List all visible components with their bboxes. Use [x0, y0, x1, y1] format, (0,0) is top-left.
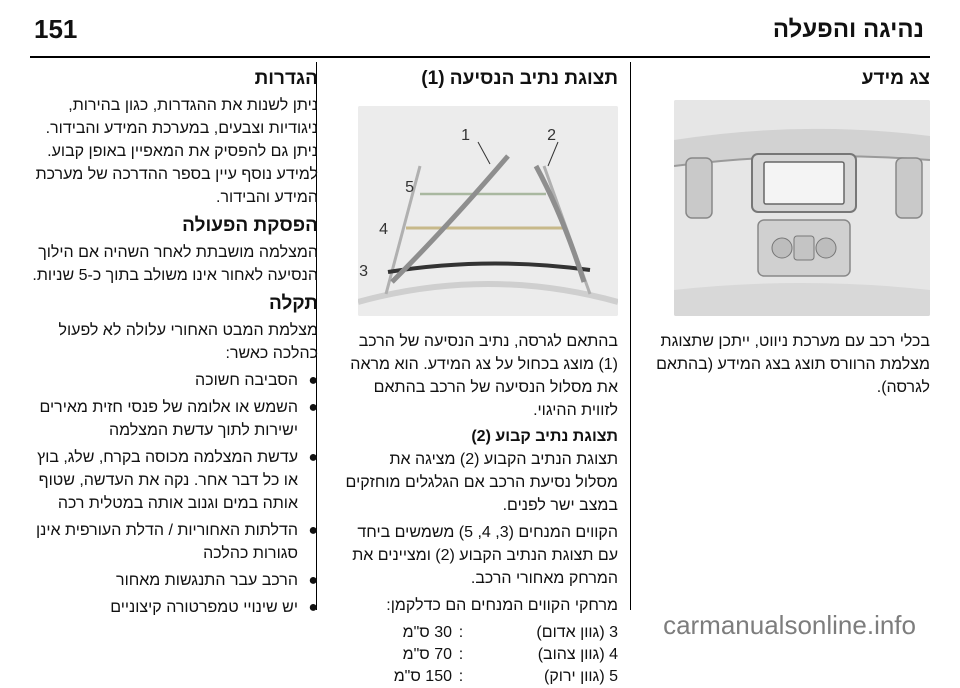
watermark: carmanualsonline.info: [663, 610, 916, 640]
bullet-icon: ●: [308, 572, 318, 589]
distance-label: 4 (גוון צהוב): [537, 646, 618, 663]
list-item: ● יש שינויי טמפרטורה קיצוניים: [26, 596, 318, 619]
fixed-path-heading: תצוגת נתיב קבוע (2): [471, 428, 618, 445]
guideline-distance-list: [344, 621, 618, 687]
bullet-icon: ●: [308, 372, 318, 389]
column-info-display: [654, 62, 930, 403]
distance-row: [344, 643, 618, 665]
deactivation-heading: הפסקת הפעולה: [182, 215, 318, 236]
distance-value: 150 ס"מ: [393, 668, 452, 685]
settings-text: ניתן לשנות את ההגדרות, כגון בהירות, ניגודיות וצבעים, במערכת המידע והבידור. ניתן גם להפסיק את המאפיין באופן קבוע. למידע נוסף עיין בספר ההדרכה של מערכת המידע והבידור.: [35, 97, 318, 206]
distance-value: 30 ס"מ: [402, 624, 452, 641]
guideline-distance-intro: מרחקי הקווים המנחים הם כדלקמן:: [386, 597, 618, 614]
distance-separator: :: [458, 668, 464, 685]
deactivation-text: המצלמה מושבתת לאחר השהיה אם הילוך הנסיעה לאחור אינו משולב בתוך כ-5 שניות.: [32, 244, 318, 284]
fig-label-2: 2: [547, 127, 556, 144]
list-item: ● הדלתות האחוריות / הדלת העורפית אינן סגורות כהלכה: [26, 519, 318, 565]
info-display-heading: צג מידע: [861, 68, 930, 89]
info-display-text: בכלי רכב עם מערכת ניווט, ייתכן שתצוגת מצלמת הרוורס תוצג בצג המידע (בהתאם לגרסה).: [656, 333, 930, 396]
dashboard-illustration: [674, 100, 930, 316]
distance-value: 70 ס"מ: [402, 646, 452, 663]
distance-separator: :: [458, 624, 464, 641]
guidelines-text: הקווים המנחים (3, 4, 5) משמשים ביחד עם תצוגת הנתיב הקבוע (2) ומציינים את המרחק מאחורי הרכב.: [352, 524, 618, 587]
fault-list: [26, 369, 318, 619]
bullet-icon: ●: [308, 399, 318, 416]
header-rule: [30, 56, 930, 58]
distance-label: 5 (גוון ירוק): [544, 668, 618, 685]
distance-row: [344, 665, 618, 687]
list-item: ● הרכב עבר התנגשות מאחור: [26, 569, 318, 592]
page-number: 151: [34, 14, 78, 44]
camera-view-illustration: [358, 106, 618, 316]
fig-label-4: 4: [379, 221, 388, 238]
chapter-title: נהיגה והפעלה: [772, 16, 924, 43]
camera-guidelines-image: [358, 106, 618, 316]
bullet-icon: ●: [308, 522, 318, 539]
path-display-text: בהתאם לגרסה, נתיב הנסיעה של הרכב (1) מוצג בכחול על צג המידע. הוא מראה את מסלול הנסיעה של הרכב בהתאם לזווית ההיגוי.: [350, 333, 618, 419]
distance-separator: :: [458, 646, 464, 663]
fig-label-3: 3: [359, 263, 368, 280]
path-display-heading: תצוגת נתיב הנסיעה (1): [421, 68, 618, 89]
fig-label-1: 1: [461, 127, 470, 144]
list-item: ● הסביבה חשוכה: [26, 369, 318, 392]
column-divider-right: [630, 62, 631, 610]
bullet-icon: ●: [308, 599, 318, 616]
fig-label-5: 5: [405, 179, 414, 196]
fault-intro: מצלמת המבט האחורי עלולה לא לפעול כהלכה כאשר:: [58, 322, 318, 362]
distance-row: [344, 621, 618, 643]
page-header: [0, 0, 960, 56]
list-item: ● עדשת המצלמה מכוסה בקרח, שלג, בוץ או כל דבר אחר. נקה את העדשה, שטוף אותה במים וגנוב אותה במטלית רכה: [26, 446, 318, 515]
fault-heading: תקלה: [268, 293, 318, 314]
distance-label: 3 (גוון אדום): [536, 624, 618, 641]
settings-heading: הגדרות: [254, 68, 318, 89]
dashboard-image: [674, 100, 930, 316]
list-item: ● השמש או אלומה של פנסי חזית מאירים ישירות לתוך עדשת המצלמה: [26, 396, 318, 442]
column-path-display: [344, 62, 618, 687]
bullet-icon: ●: [308, 449, 318, 466]
column-settings: [26, 62, 318, 623]
fixed-path-text: תצוגת הנתיב הקבוע (2) מציגה את מסלול נסיעת הרכב אם הגלגלים מוחזקים במצב ישר לפנים.: [345, 451, 618, 514]
